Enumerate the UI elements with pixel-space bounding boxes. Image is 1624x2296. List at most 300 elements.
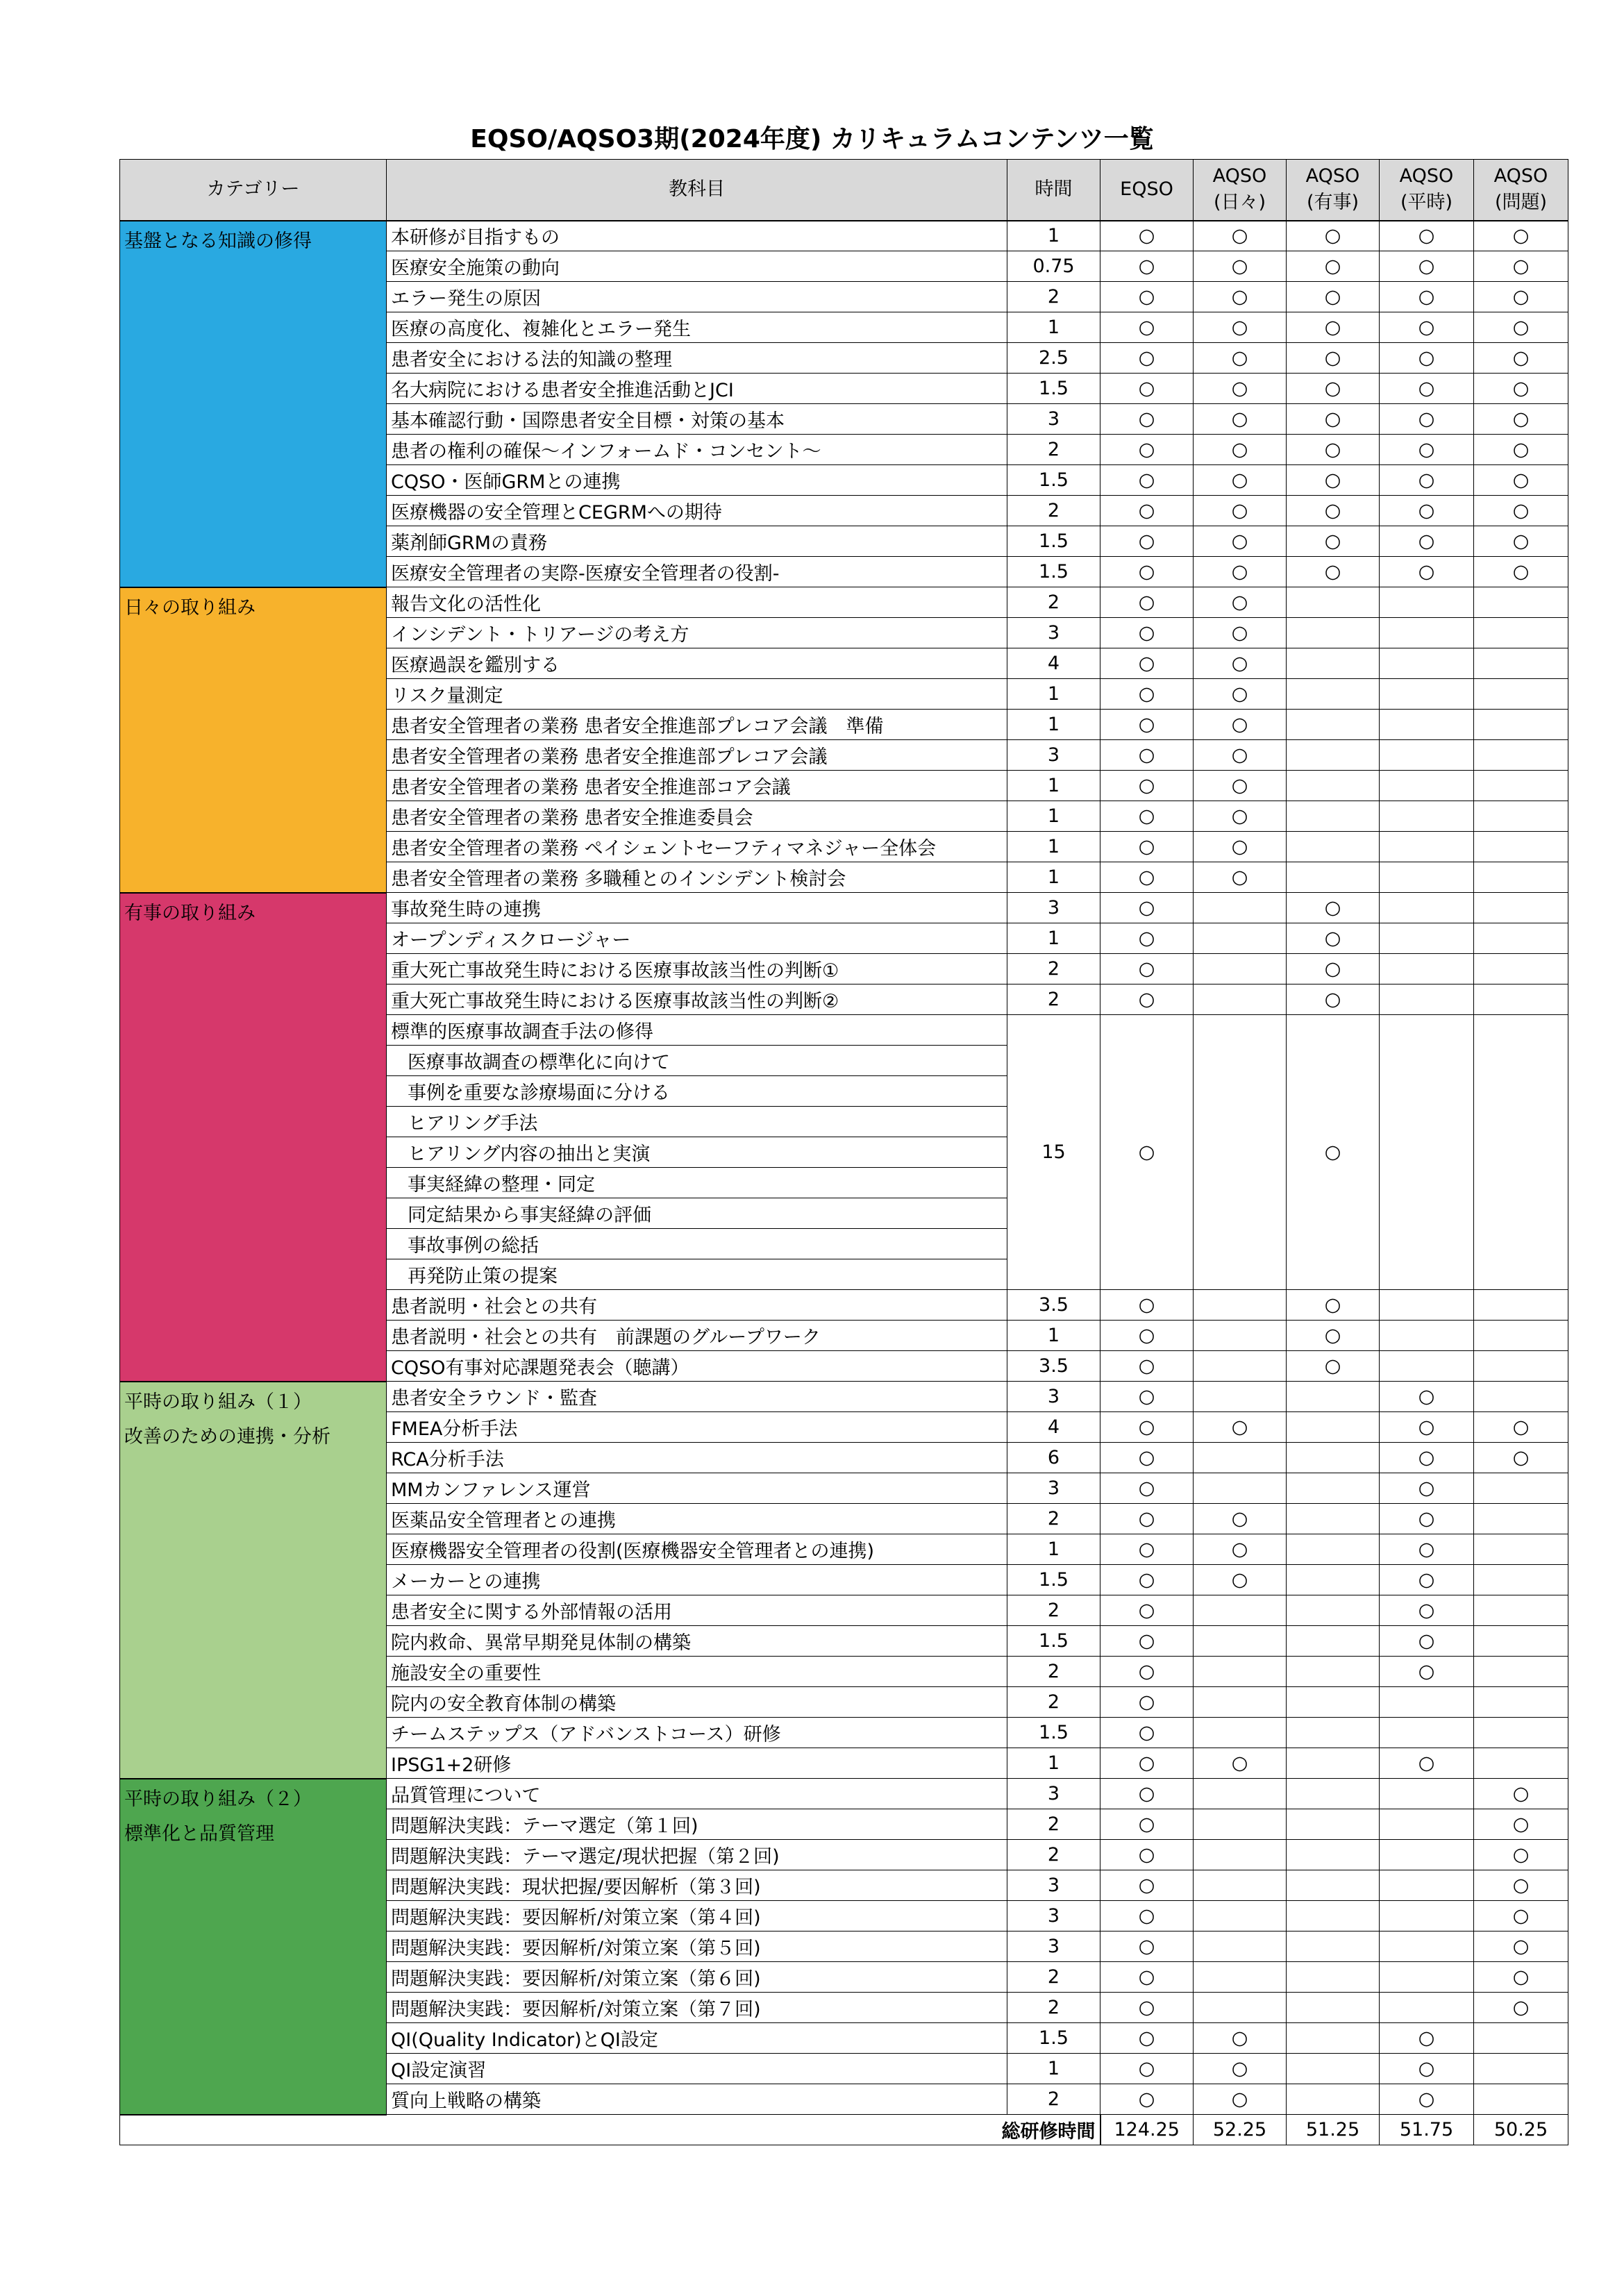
aqso-normal-mark-cell: ○ [1380,1382,1474,1412]
aqso-normal-mark-cell: ○ [1380,435,1474,465]
aqso-emergency-mark-cell: ○ [1287,465,1380,496]
eqso-mark-cell: ○ [1100,2023,1194,2054]
aqso-normal-mark-cell [1380,1932,1474,1962]
subject-cell: MMカンファレンス運営 [387,1473,1007,1504]
aqso-emergency-mark-cell [1287,2084,1380,2115]
aqso-emergency-mark-cell [1287,1473,1380,1504]
aqso-daily-mark-cell: ○ [1194,740,1287,771]
eqso-mark-cell: ○ [1100,1687,1194,1718]
aqso-problem-mark-cell: ○ [1474,1993,1568,2023]
eqso-mark-cell: ○ [1100,710,1194,740]
subject-cell: 患者安全管理者の業務 ペイシェントセーフティマネジャー全体会 [387,832,1007,862]
subject-cell: 医療安全施策の動向 [387,251,1007,282]
subject-cell: 事例を重要な診療場面に分ける [387,1076,1007,1107]
category-cell [120,1382,387,1779]
aqso-problem-mark-cell [1474,1565,1568,1595]
aqso-daily-mark-cell [1194,1290,1287,1321]
aqso-problem-mark-cell: ○ [1474,526,1568,557]
eqso-mark-cell: ○ [1100,618,1194,648]
aqso-emergency-mark-cell: ○ [1287,893,1380,923]
aqso-daily-mark-cell: ○ [1194,251,1287,282]
aqso-emergency-mark-cell [1287,1687,1380,1718]
subject-cell: 施設安全の重要性 [387,1657,1007,1687]
eqso-mark-cell: ○ [1100,1351,1194,1382]
aqso-problem-mark-cell [1474,1321,1568,1351]
aqso-normal-mark-cell: ○ [1380,1626,1474,1657]
aqso-normal-mark-cell: ○ [1380,2054,1474,2084]
aqso-daily-mark-cell: ○ [1194,2084,1287,2115]
hours-cell: 3.5 [1007,1290,1100,1321]
hours-cell: 3 [1007,1932,1100,1962]
hours-cell: 6 [1007,1443,1100,1473]
aqso-problem-mark-cell [1474,679,1568,710]
aqso-emergency-mark-cell [1287,1962,1380,1993]
eqso-mark-cell: ○ [1100,893,1194,923]
subject-cell: 医療機器安全管理者の役割(医療機器安全管理者との連携) [387,1534,1007,1565]
aqso-daily-mark-cell: ○ [1194,404,1287,435]
aqso-problem-mark-cell: ○ [1474,282,1568,312]
aqso-emergency-mark-cell [1287,801,1380,832]
table-row [120,587,1568,618]
aqso-normal-mark-cell [1380,1687,1474,1718]
aqso-normal-mark-cell: ○ [1380,1748,1474,1779]
aqso-normal-mark-cell: ○ [1380,557,1474,587]
subject-cell: CQSO有事対応課題発表会（聴講） [387,1351,1007,1382]
aqso-emergency-mark-cell: ○ [1287,374,1380,404]
aqso-normal-mark-cell [1380,1962,1474,1993]
eqso-mark-cell: ○ [1100,1595,1194,1626]
hours-cell: 2 [1007,984,1100,1015]
hours-cell: 1 [1007,771,1100,801]
hours-cell: 0.75 [1007,251,1100,282]
eqso-mark-cell: ○ [1100,1290,1194,1321]
aqso-emergency-mark-cell [1287,1595,1380,1626]
aqso-daily-mark-cell: ○ [1194,557,1287,587]
subject-cell: チームステップス（アドバンストコース）研修 [387,1718,1007,1748]
aqso-emergency-mark-cell: ○ [1287,923,1380,954]
aqso-normal-mark-cell [1380,1901,1474,1932]
hours-cell: 1 [1007,221,1100,251]
hours-cell: 1 [1007,1534,1100,1565]
table-row [120,1382,1568,1412]
category-label: 改善のための連携・分析 [124,1425,330,1448]
hours-cell: 1.5 [1007,465,1100,496]
aqso-problem-mark-cell [1474,1015,1568,1290]
hours-cell: 2.5 [1007,343,1100,374]
eqso-mark-cell: ○ [1100,282,1194,312]
aqso-emergency-mark-cell [1287,1932,1380,1962]
eqso-mark-cell: ○ [1100,1443,1194,1473]
aqso-normal-mark-cell [1380,1779,1474,1809]
aqso-problem-mark-cell [1474,1687,1568,1718]
aqso-emergency-mark-cell [1287,1840,1380,1870]
hours-cell: 2 [1007,282,1100,312]
aqso-normal-mark-cell [1380,832,1474,862]
aqso-problem-mark-cell: ○ [1474,1779,1568,1809]
hours-cell: 3.5 [1007,1351,1100,1382]
category-cell [120,221,387,587]
category-cell [120,893,387,1382]
aqso-daily-mark-cell: ○ [1194,710,1287,740]
aqso-problem-mark-cell: ○ [1474,435,1568,465]
aqso-daily-mark-cell: ○ [1194,862,1287,893]
aqso-emergency-mark-cell: ○ [1287,954,1380,984]
aqso-problem-mark-cell [1474,1626,1568,1657]
hours-cell: 2 [1007,1962,1100,1993]
aqso-problem-mark-cell [1474,1504,1568,1534]
aqso-daily-mark-cell [1194,1015,1287,1290]
aqso-problem-mark-cell [1474,1534,1568,1565]
table-body [120,221,1568,2115]
aqso-emergency-mark-cell [1287,1626,1380,1657]
subject-cell: インシデント・トリアージの考え方 [387,618,1007,648]
subject-cell: 患者安全管理者の業務 患者安全推進委員会 [387,801,1007,832]
aqso-problem-mark-cell [1474,1290,1568,1321]
aqso-emergency-mark-cell: ○ [1287,557,1380,587]
table-row [120,1779,1568,1809]
subject-cell: 医療機器の安全管理とCEGRMへの期待 [387,496,1007,526]
subject-cell: 患者の権利の確保～インフォームド・コンセント～ [387,435,1007,465]
eqso-mark-cell: ○ [1100,1626,1194,1657]
subject-cell: 患者安全管理者の業務 患者安全推進部プレコア会議 [387,740,1007,771]
aqso-problem-mark-cell [1474,618,1568,648]
aqso-problem-mark-cell: ○ [1474,343,1568,374]
subject-cell: メーカーとの連携 [387,1565,1007,1595]
aqso-daily-mark-cell: ○ [1194,435,1287,465]
eqso-mark-cell: ○ [1100,1840,1194,1870]
aqso-emergency-mark-cell: ○ [1287,251,1380,282]
eqso-mark-cell: ○ [1100,2084,1194,2115]
subject-cell: QI設定演習 [387,2054,1007,2084]
eqso-mark-cell: ○ [1100,1473,1194,1504]
aqso-emergency-mark-cell [1287,1382,1380,1412]
aqso-normal-mark-cell: ○ [1380,1504,1474,1534]
aqso-problem-mark-cell [1474,740,1568,771]
aqso-problem-mark-cell: ○ [1474,1870,1568,1901]
hours-cell: 3 [1007,618,1100,648]
eqso-mark-cell: ○ [1100,1748,1194,1779]
subject-cell: 本研修が目指すもの [387,221,1007,251]
aqso-daily-mark-cell: ○ [1194,526,1287,557]
hours-cell: 2 [1007,1687,1100,1718]
aqso-problem-mark-cell [1474,923,1568,954]
aqso-normal-mark-cell [1380,710,1474,740]
aqso-daily-mark-cell: ○ [1194,343,1287,374]
category-label: 標準化と品質管理 [124,1822,274,1845]
subject-cell: 事故事例の総括 [387,1229,1007,1259]
subject-cell: 問題解決実践：テーマ選定（第１回) [387,1809,1007,1840]
hours-cell: 1 [1007,679,1100,710]
eqso-mark-cell: ○ [1100,1321,1194,1351]
aqso-normal-mark-cell: ○ [1380,1534,1474,1565]
hours-cell: 2 [1007,2084,1100,2115]
eqso-mark-cell: ○ [1100,1504,1194,1534]
document-title: EQSO/AQSO3期(2024年度) カリキュラムコンテンツ一覧 [470,125,1154,153]
aqso-problem-mark-cell [1474,1351,1568,1382]
subject-cell: 患者安全管理者の業務 多職種とのインシデント検討会 [387,862,1007,893]
category-label: 基盤となる知識の修得 [124,230,312,252]
aqso-problem-mark-cell [1474,1718,1568,1748]
subject-cell: ヒアリング内容の抽出と実演 [387,1137,1007,1168]
header-aqso-problem: AQSO (問題) [1474,160,1568,221]
eqso-mark-cell: ○ [1100,496,1194,526]
eqso-mark-cell: ○ [1100,984,1194,1015]
subject-cell: 重大死亡事故発生時における医療事故該当性の判断② [387,984,1007,1015]
subject-cell: IPSG1+2研修 [387,1748,1007,1779]
aqso-emergency-mark-cell: ○ [1287,1351,1380,1382]
hours-cell: 1.5 [1007,557,1100,587]
hours-cell: 1.5 [1007,1626,1100,1657]
subject-cell: 標準的医療事故調査手法の修得 [387,1015,1007,1046]
aqso-normal-mark-cell [1380,1870,1474,1901]
aqso-problem-mark-cell: ○ [1474,1840,1568,1870]
aqso-emergency-mark-cell: ○ [1287,435,1380,465]
eqso-mark-cell: ○ [1100,1534,1194,1565]
subject-cell: 問題解決実践：現状把握/要因解析（第３回) [387,1870,1007,1901]
hours-cell: 2 [1007,496,1100,526]
aqso-emergency-mark-cell [1287,771,1380,801]
subject-cell: リスク量測定 [387,679,1007,710]
aqso-normal-mark-cell [1380,984,1474,1015]
aqso-daily-mark-cell: ○ [1194,618,1287,648]
eqso-mark-cell: ○ [1100,1870,1194,1901]
aqso-problem-mark-cell [1474,648,1568,679]
aqso-problem-mark-cell: ○ [1474,312,1568,343]
hours-cell: 1 [1007,832,1100,862]
aqso-problem-mark-cell: ○ [1474,1932,1568,1962]
total-eqso: 124.25 [1100,2115,1194,2145]
aqso-daily-mark-cell: ○ [1194,2023,1287,2054]
eqso-mark-cell: ○ [1100,221,1194,251]
aqso-normal-mark-cell: ○ [1380,251,1474,282]
aqso-problem-mark-cell [1474,1382,1568,1412]
table-row [120,221,1568,251]
aqso-daily-mark-cell: ○ [1194,2054,1287,2084]
aqso-problem-mark-cell [1474,1657,1568,1687]
subject-cell: 問題解決実践：要因解析/対策立案（第７回) [387,1993,1007,2023]
aqso-normal-mark-cell [1380,801,1474,832]
aqso-normal-mark-cell: ○ [1380,374,1474,404]
aqso-normal-mark-cell: ○ [1380,1657,1474,1687]
aqso-normal-mark-cell: ○ [1380,1443,1474,1473]
aqso-normal-mark-cell [1380,954,1474,984]
eqso-mark-cell: ○ [1100,648,1194,679]
category-cell [120,587,387,893]
category-label: 平時の取り組み（１） [124,1391,312,1413]
aqso-problem-mark-cell [1474,1473,1568,1504]
subject-cell: 患者安全ラウンド・監査 [387,1382,1007,1412]
aqso-emergency-mark-cell [1287,832,1380,862]
aqso-normal-mark-cell [1380,923,1474,954]
eqso-mark-cell: ○ [1100,1993,1194,2023]
subject-cell: 再発防止策の提案 [387,1259,1007,1290]
hours-cell: 1 [1007,1748,1100,1779]
subject-cell: 事実経緯の整理・同定 [387,1168,1007,1198]
subject-cell: 問題解決実践：テーマ選定/現状把握（第２回) [387,1840,1007,1870]
hours-cell: 1 [1007,312,1100,343]
aqso-emergency-mark-cell [1287,648,1380,679]
eqso-mark-cell: ○ [1100,1809,1194,1840]
subject-cell: オープンディスクロージャー [387,923,1007,954]
aqso-daily-mark-cell: ○ [1194,1748,1287,1779]
aqso-daily-mark-cell: ○ [1194,282,1287,312]
aqso-normal-mark-cell [1380,862,1474,893]
aqso-problem-mark-cell [1474,862,1568,893]
aqso-emergency-mark-cell [1287,1809,1380,1840]
header-category: カテゴリー [120,160,387,221]
aqso-normal-mark-cell: ○ [1380,404,1474,435]
eqso-mark-cell: ○ [1100,1565,1194,1595]
hours-cell: 1.5 [1007,526,1100,557]
aqso-daily-mark-cell: ○ [1194,1565,1287,1595]
aqso-emergency-mark-cell: ○ [1287,312,1380,343]
eqso-mark-cell: ○ [1100,2054,1194,2084]
hours-cell: 3 [1007,404,1100,435]
aqso-emergency-mark-cell [1287,2023,1380,2054]
subject-cell: 医療事故調査の標準化に向けて [387,1046,1007,1076]
subject-cell: 品質管理について [387,1779,1007,1809]
aqso-problem-mark-cell: ○ [1474,557,1568,587]
category-cell [120,1779,387,2115]
eqso-mark-cell: ○ [1100,312,1194,343]
subject-cell: RCA分析手法 [387,1443,1007,1473]
aqso-emergency-mark-cell [1287,2054,1380,2084]
aqso-daily-mark-cell [1194,923,1287,954]
aqso-daily-mark-cell [1194,1718,1287,1748]
aqso-emergency-mark-cell [1287,1534,1380,1565]
header-aqso-emergency: AQSO (有事) [1287,160,1380,221]
aqso-emergency-mark-cell: ○ [1287,1015,1380,1290]
aqso-problem-mark-cell [1474,771,1568,801]
total-aqso-emergency: 51.25 [1287,2115,1380,2145]
eqso-mark-cell: ○ [1100,1901,1194,1932]
aqso-problem-mark-cell [1474,1595,1568,1626]
subject-cell: 患者安全における法的知識の整理 [387,343,1007,374]
aqso-normal-mark-cell: ○ [1380,2084,1474,2115]
header-subject: 教科目 [387,160,1007,221]
aqso-daily-mark-cell [1194,893,1287,923]
aqso-problem-mark-cell [1474,954,1568,984]
aqso-emergency-mark-cell [1287,587,1380,618]
aqso-normal-mark-cell [1380,618,1474,648]
aqso-daily-mark-cell: ○ [1194,496,1287,526]
hours-cell: 3 [1007,1779,1100,1809]
aqso-normal-mark-cell: ○ [1380,343,1474,374]
aqso-problem-mark-cell: ○ [1474,1443,1568,1473]
hours-cell: 4 [1007,648,1100,679]
subject-cell: 報告文化の活性化 [387,587,1007,618]
hours-cell: 3 [1007,740,1100,771]
eqso-mark-cell: ○ [1100,374,1194,404]
eqso-mark-cell: ○ [1100,771,1194,801]
aqso-daily-mark-cell [1194,1687,1287,1718]
aqso-emergency-mark-cell [1287,679,1380,710]
hours-cell: 3 [1007,1382,1100,1412]
aqso-normal-mark-cell: ○ [1380,496,1474,526]
aqso-daily-mark-cell: ○ [1194,832,1287,862]
aqso-daily-mark-cell [1194,1657,1287,1687]
eqso-mark-cell: ○ [1100,954,1194,984]
hours-cell: 15 [1007,1015,1100,1290]
aqso-problem-mark-cell: ○ [1474,374,1568,404]
aqso-daily-mark-cell [1194,1321,1287,1351]
total-aqso-normal: 51.75 [1380,2115,1474,2145]
hours-cell: 2 [1007,954,1100,984]
aqso-problem-mark-cell [1474,801,1568,832]
aqso-daily-mark-cell [1194,1993,1287,2023]
aqso-normal-mark-cell: ○ [1380,1473,1474,1504]
aqso-normal-mark-cell [1380,1321,1474,1351]
aqso-emergency-mark-cell [1287,1748,1380,1779]
hours-cell: 3 [1007,1870,1100,1901]
eqso-mark-cell: ○ [1100,526,1194,557]
hours-cell: 1 [1007,801,1100,832]
aqso-daily-mark-cell [1194,1779,1287,1809]
aqso-normal-mark-cell: ○ [1380,465,1474,496]
eqso-mark-cell: ○ [1100,557,1194,587]
aqso-normal-mark-cell: ○ [1380,2023,1474,2054]
aqso-daily-mark-cell: ○ [1194,312,1287,343]
hours-cell: 2 [1007,1657,1100,1687]
totals-row [120,2115,1568,2145]
aqso-normal-mark-cell [1380,1840,1474,1870]
aqso-emergency-mark-cell: ○ [1287,221,1380,251]
aqso-daily-mark-cell: ○ [1194,679,1287,710]
aqso-problem-mark-cell: ○ [1474,465,1568,496]
aqso-daily-mark-cell [1194,1962,1287,1993]
subject-cell: 事故発生時の連携 [387,893,1007,923]
aqso-problem-mark-cell: ○ [1474,1962,1568,1993]
hours-cell: 3 [1007,1473,1100,1504]
subject-cell: 問題解決実践：要因解析/対策立案（第５回) [387,1932,1007,1962]
aqso-problem-mark-cell [1474,2084,1568,2115]
aqso-problem-mark-cell: ○ [1474,496,1568,526]
subject-cell: 重大死亡事故発生時における医療事故該当性の判断① [387,954,1007,984]
eqso-mark-cell: ○ [1100,801,1194,832]
aqso-normal-mark-cell: ○ [1380,282,1474,312]
hours-cell: 2 [1007,435,1100,465]
hours-cell: 1 [1007,923,1100,954]
total-aqso-daily: 52.25 [1194,2115,1287,2145]
aqso-emergency-mark-cell [1287,1779,1380,1809]
aqso-normal-mark-cell: ○ [1380,1595,1474,1626]
hours-cell: 1.5 [1007,374,1100,404]
aqso-daily-mark-cell [1194,1840,1287,1870]
aqso-daily-mark-cell: ○ [1194,648,1287,679]
subject-cell: 患者説明・社会との共有 前課題のグループワーク [387,1321,1007,1351]
subject-cell: 質向上戦略の構築 [387,2084,1007,2115]
eqso-mark-cell: ○ [1100,1015,1194,1290]
hours-cell: 2 [1007,587,1100,618]
aqso-emergency-mark-cell [1287,1901,1380,1932]
aqso-emergency-mark-cell [1287,618,1380,648]
hours-cell: 1 [1007,862,1100,893]
aqso-daily-mark-cell [1194,1382,1287,1412]
subject-cell: 患者説明・社会との共有 [387,1290,1007,1321]
aqso-normal-mark-cell [1380,648,1474,679]
aqso-normal-mark-cell [1380,1809,1474,1840]
subject-cell: 基本確認行動・国際患者安全目標・対策の基本 [387,404,1007,435]
aqso-daily-mark-cell: ○ [1194,1412,1287,1443]
header-eqso: EQSO [1100,160,1194,221]
hours-cell: 1.5 [1007,1565,1100,1595]
aqso-normal-mark-cell: ○ [1380,526,1474,557]
subject-cell: CQSO・医師GRMとの連携 [387,465,1007,496]
hours-cell: 1.5 [1007,1718,1100,1748]
aqso-daily-mark-cell [1194,1809,1287,1840]
aqso-emergency-mark-cell: ○ [1287,282,1380,312]
aqso-emergency-mark-cell [1287,1993,1380,2023]
